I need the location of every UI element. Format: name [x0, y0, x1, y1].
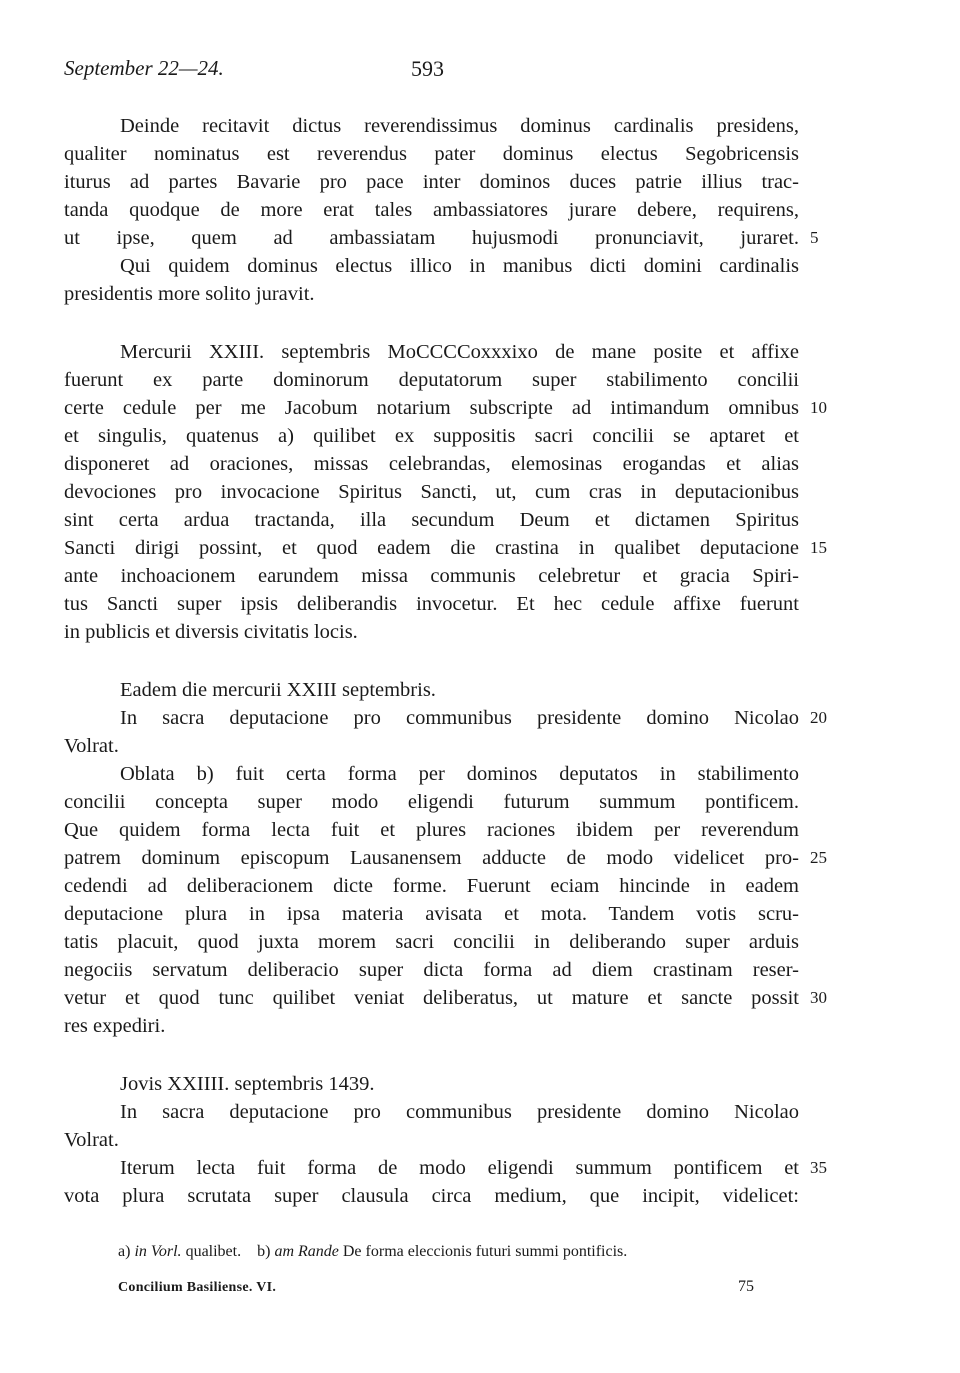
text-line: Deinde recitavit dictus reverendissimus dominus cardinalis presidens, [120, 115, 799, 137]
line-number: 30 [810, 988, 827, 1007]
text-line: cedendi ad deliberacionem dicte forme. Fuerunt eciam hincinde in eadem [64, 875, 799, 897]
text-line: deputacione plura in ipsa materia avisata et mota. Tandem votis scru- [64, 903, 799, 925]
text-line: tatis placuit, quod juxta morem sacri concilii in deliberando super arduis [64, 931, 799, 953]
text-line: presidentis more solito juravit. [64, 283, 315, 305]
text-line: concilii concepta super modo eligendi futurum summum pontificem. [64, 791, 799, 813]
footnote-a-italic: in Vorl. [134, 1243, 182, 1260]
text-line: tus Sancti super ipsis deliberandis invocetur. Et hec cedule affixe fuerunt [64, 593, 799, 615]
running-head: September 22—24. [64, 56, 224, 80]
footnote-b-marker: b) [257, 1243, 271, 1260]
text-line: In sacra deputacione pro communibus presidente domino Nicolao [120, 707, 799, 729]
signature-title: Concilium Basiliense. VI. [118, 1280, 277, 1295]
text-line: devociones pro invocacione Spiritus Sancti, ut, cum cras in deputacionibus [64, 481, 799, 503]
footnote-b-italic: am Rande [274, 1243, 339, 1260]
text-line: Eadem die mercurii XXIII septembris. [120, 679, 436, 701]
line-number: 25 [810, 848, 827, 867]
text-line: disponeret ad oraciones, missas celebrandas, elemosinas erogandas et alias [64, 453, 799, 475]
line-number: 5 [810, 228, 819, 247]
line-number: 20 [810, 708, 827, 727]
text-line: negociis servatum deliberacio super dicta forma ad diem crastinam reser- [64, 959, 799, 981]
text-line: et singulis, quatenus a) quilibet ex suppositis sacri concilii se aptaret et [64, 425, 799, 447]
text-line: in publicis et diversis civitatis locis. [64, 621, 358, 643]
footnote-a-text: qualibet. [185, 1243, 242, 1260]
footnote-b-text: De forma eleccionis futuri summi pontificis. [342, 1243, 628, 1260]
text-line: iturus ad partes Bavarie pro pace inter dominos duces patrie illius trac- [64, 171, 799, 193]
text-line: Jovis XXIIII. septembris 1439. [120, 1073, 375, 1095]
text-line: In sacra deputacione pro communibus presidente domino Nicolao [120, 1101, 799, 1123]
text-line: tanda quodque de more erat tales ambassiatores jurare debere, requirens, [64, 199, 799, 221]
text-line: Qui quidem dominus electus illico in manibus dicti domini cardinalis [120, 255, 799, 277]
text-line: Que quidem forma lecta fuit et plures raciones ibidem per reverendum [64, 819, 799, 841]
text-line: vetur et quod tunc quilibet veniat deliberatus, ut mature et sancte possit [64, 987, 799, 1009]
text-line: Mercurii XXIII. septembris MoCCCCoxxxixo de mane posite et affixe [120, 341, 799, 363]
signature-number: 75 [738, 1278, 754, 1295]
page-number: 593 [411, 56, 444, 81]
text-line: Volrat. [64, 735, 119, 757]
text-line: ante inchoacionem earundem missa communis celebretur et gracia Spiri- [64, 565, 799, 587]
text-line: Oblata b) fuit certa forma per dominos deputatos in stabilimento [120, 763, 799, 785]
text-line: ut ipse, quem ad ambassiatam hujusmodi pronunciavit, juraret. [64, 227, 799, 249]
line-number: 10 [810, 398, 827, 417]
text-line: vota plura scrutata super clausula circa medium, que incipit, videlicet: [64, 1185, 799, 1207]
page-header [64, 56, 804, 92]
line-number: 15 [810, 538, 827, 557]
footnote-a-marker: a) [118, 1243, 131, 1260]
text-line: patrem dominum episcopum Lausanensem adducte de modo videlicet pro- [64, 847, 799, 869]
text-line: certe cedule per me Jacobum notarium subscripte ad intimandum omnibus [64, 397, 799, 419]
line-number: 35 [810, 1158, 827, 1177]
text-line: Sancti dirigi possint, et quod eadem die crastina in qualibet deputacione [64, 537, 799, 559]
text-line: sint certa ardua tractanda, illa secundum Deum et dictamen Spiritus [64, 509, 799, 531]
text-line: fuerunt ex parte dominorum deputatorum super stabilimento concilii [64, 369, 799, 391]
text-line: Volrat. [64, 1129, 119, 1151]
footnotes [118, 1240, 808, 1264]
text-line: qualiter nominatus est reverendus pater dominus electus Segobricensis [64, 143, 799, 165]
text-line: res expediri. [64, 1015, 166, 1037]
text-line: Iterum lecta fuit forma de modo eligendi summum pontificem et [120, 1157, 799, 1179]
